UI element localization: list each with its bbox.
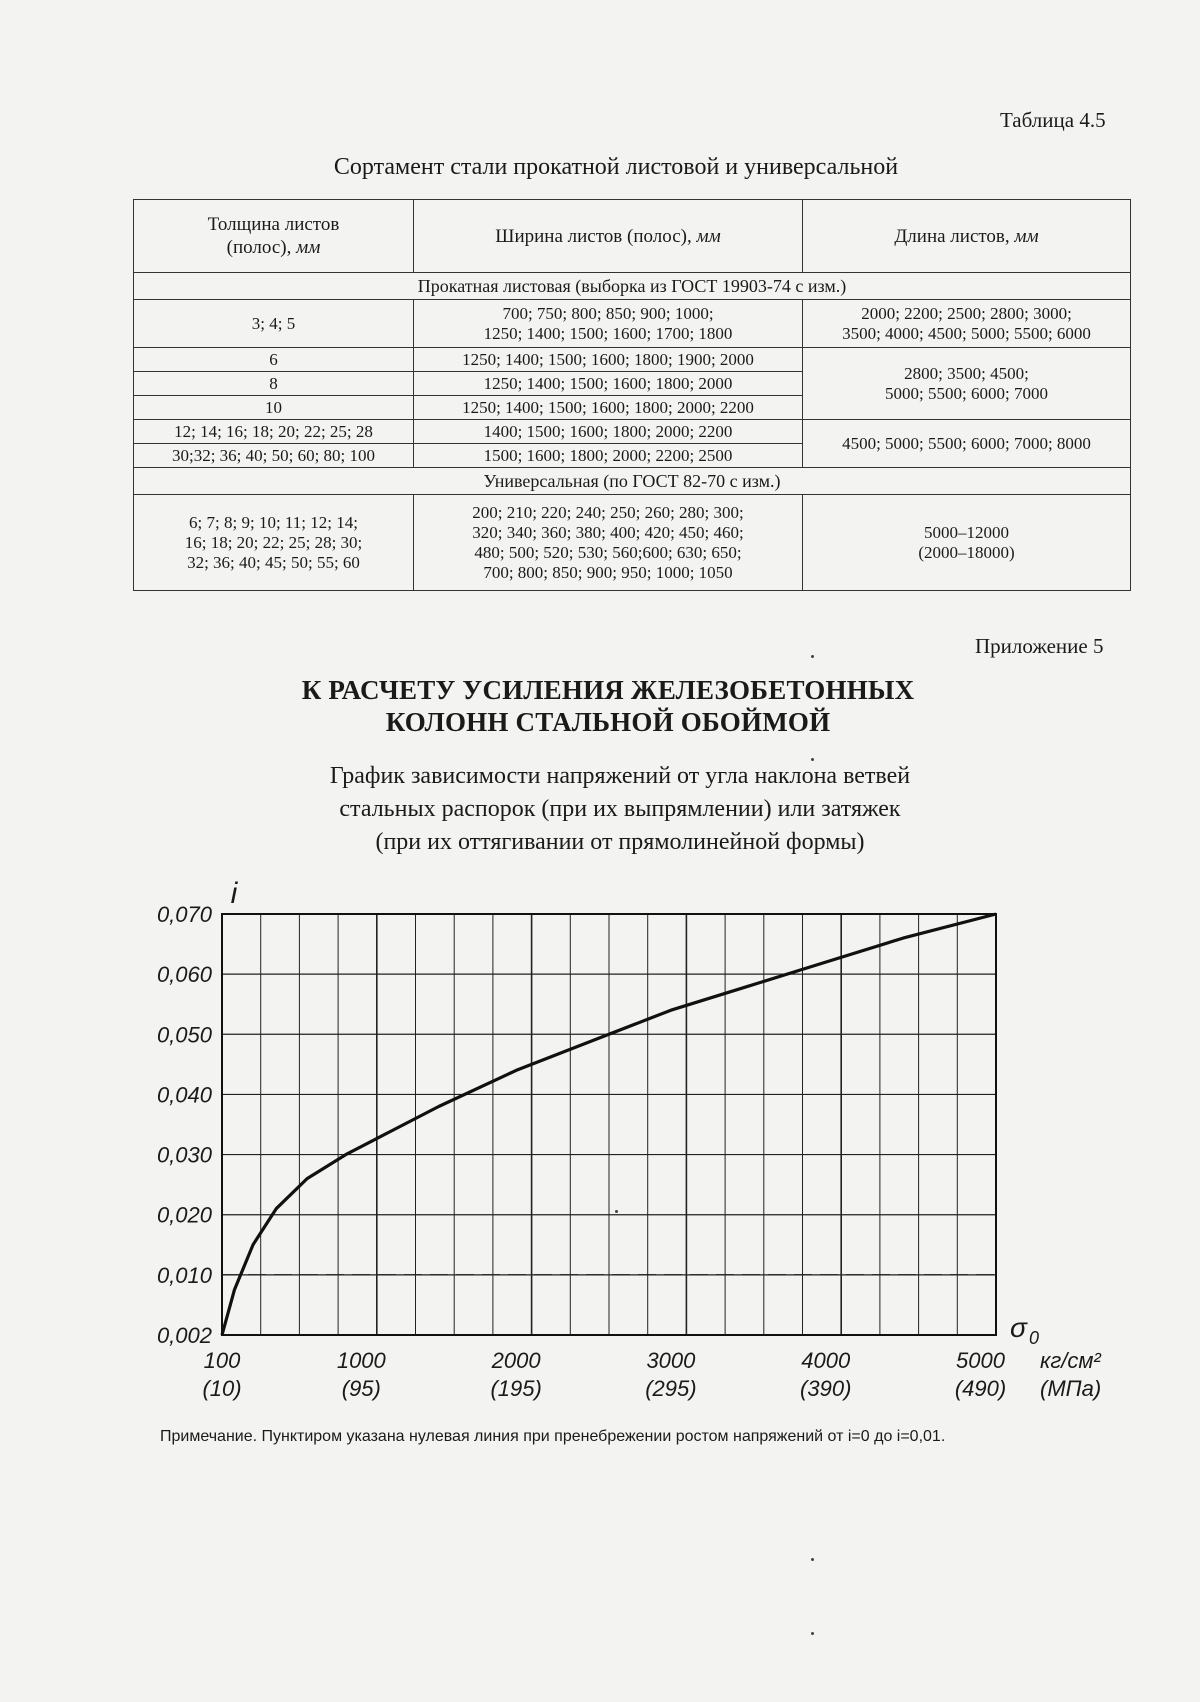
cell-thickness: 6; 7; 8; 9; 10; 11; 12; 14; 16; 18; 20; 22; 25; 28; 30; 32; 36; 40; 45; 50; 55; 60 <box>134 495 414 591</box>
header-thickness: Толщина листов (полос), мм <box>134 200 414 273</box>
y-tick-label: 0,060 <box>156 962 212 988</box>
section-rolled: Прокатная листовая (выборка из ГОСТ 19903-74 с изм.) <box>134 273 1131 300</box>
x-axis-label: σ <box>1010 1312 1027 1343</box>
y-tick-label: 0,050 <box>156 1022 212 1048</box>
x-tick-label: 2000 <box>491 1348 541 1373</box>
scan-speck <box>811 655 814 658</box>
y-tick-label: 0,070 <box>156 902 212 927</box>
cell-length: 2000; 2200; 2500; 2800; 3000; 3500; 4000; 4500; 5000; 5500; 6000 <box>803 300 1131 348</box>
scan-speck <box>811 758 814 761</box>
x-unit-alt-label: (МПа) <box>1040 1376 1102 1401</box>
cell-width: 1250; 1400; 1500; 1600; 1800; 2000 <box>414 372 803 396</box>
x-tick-label: 1000 <box>336 1348 386 1373</box>
y-tick-label: 0,002 <box>156 1323 212 1348</box>
table-title: Сортамент стали прокатной листовой и универсальной <box>333 154 899 180</box>
x-unit-label: кг/см² <box>1040 1348 1101 1373</box>
section-universal: Универсальная (по ГОСТ 82-70 с изм.) <box>134 468 1131 495</box>
cell-thickness: 6 <box>134 348 414 372</box>
cell-length: 5000–12000 (2000–18000) <box>803 495 1131 591</box>
table-number: Таблица 4.5 <box>1000 108 1106 132</box>
y-tick-label: 0,030 <box>156 1142 212 1168</box>
chart-caption: График зависимости напряжений от угла наклона ветвей стальных распорок (при их выпрямлении) или затяжек (при их оттягивании от прямолинейной формы) <box>329 763 911 855</box>
appendix-label: Приложение 5 <box>975 634 1104 658</box>
section-heading: К РАСЧЕТУ УСИЛЕНИЯ ЖЕЛЕЗОБЕТОННЫХ КОЛОНН СТАЛЬНОЙ ОБОЙМОЙ <box>301 675 915 737</box>
header-length: Длина листов, мм <box>803 200 1131 273</box>
cell-thickness: 8 <box>134 372 414 396</box>
x-tick-sublabel: (390) <box>800 1376 852 1401</box>
cell-thickness: 12; 14; 16; 18; 20; 22; 25; 28 <box>134 420 414 444</box>
cell-width: 700; 750; 800; 850; 900; 1000; 1250; 1400; 1500; 1600; 1700; 1800 <box>414 300 803 348</box>
x-tick-label: 3000 <box>646 1348 696 1373</box>
y-tick-label: 0,010 <box>156 1262 212 1288</box>
x-tick-sublabel: (295) <box>645 1376 697 1401</box>
x-tick-label: 100 <box>203 1348 241 1373</box>
cell-width: 1250; 1400; 1500; 1600; 1800; 2000; 2200 <box>414 396 803 420</box>
y-axis-label: i <box>230 877 238 910</box>
y-tick-label: 0,020 <box>156 1202 212 1228</box>
cell-thickness: 3; 4; 5 <box>134 300 414 348</box>
chart-footnote: Примечание. Пунктиром указана нулевая линия при пренебрежении ростом напряжений от i=0 до i=0,01. <box>160 1428 946 1445</box>
scan-speck <box>811 1632 814 1635</box>
x-tick-sublabel: (490) <box>954 1376 1007 1401</box>
cell-width: 1500; 1600; 1800; 2000; 2200; 2500 <box>414 444 803 468</box>
scan-speck <box>615 1210 618 1213</box>
header-width: Ширина листов (полос), мм <box>414 200 803 273</box>
x-tick-label: 5000 <box>956 1348 1005 1373</box>
y-tick-label: 0,040 <box>156 1082 212 1108</box>
x-tick-sublabel: (10) <box>202 1376 242 1401</box>
cell-thickness: 10 <box>134 396 414 420</box>
scan-speck <box>811 1558 814 1561</box>
x-tick-sublabel: (195) <box>490 1376 542 1401</box>
cell-length: 4500; 5000; 5500; 6000; 7000; 8000 <box>803 420 1131 468</box>
cell-width: 1250; 1400; 1500; 1600; 1800; 1900; 2000 <box>414 348 803 372</box>
cell-length: 2800; 3500; 4500; 5000; 5500; 6000; 7000 <box>803 348 1131 420</box>
cell-thickness: 30;32; 36; 40; 50; 60; 80; 100 <box>134 444 414 468</box>
cell-width: 200; 210; 220; 240; 250; 260; 280; 300; 320; 340; 360; 380; 400; 420; 450; 460; 480; 500; 520; 530; 560;600; 630; 650; 700; 800; 850; 900; 950; 1000; 1050 <box>414 495 803 591</box>
x-tick-sublabel: (95) <box>341 1376 381 1401</box>
x-tick-label: 4000 <box>801 1348 851 1373</box>
x-axis-label-subscript: 0 <box>1029 1328 1040 1348</box>
cell-width: 1400; 1500; 1600; 1800; 2000; 2200 <box>414 420 803 444</box>
